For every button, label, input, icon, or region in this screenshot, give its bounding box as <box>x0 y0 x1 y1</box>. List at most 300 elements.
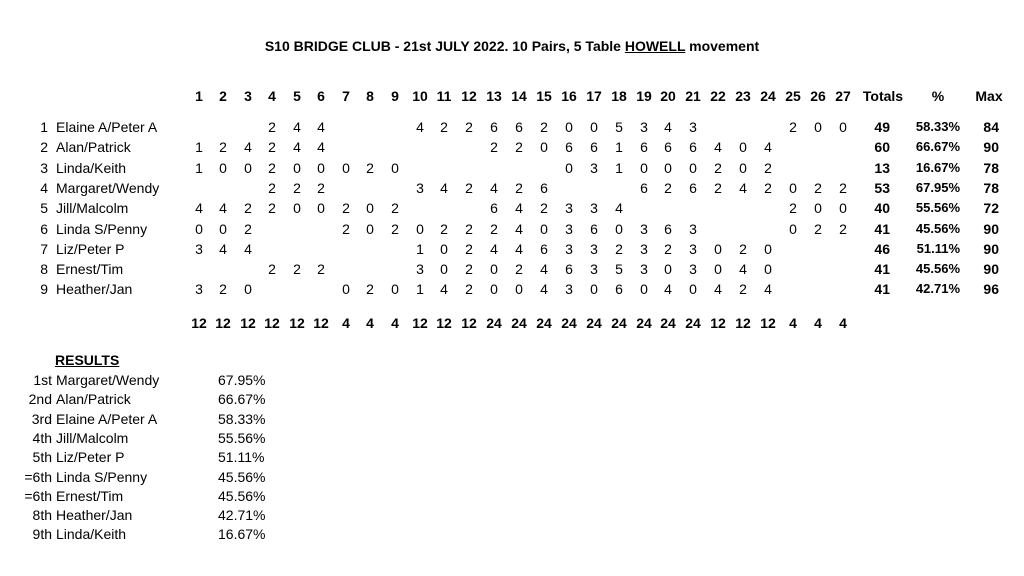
score-cell: 3 <box>590 261 598 277</box>
score-cell: 0 <box>440 241 448 257</box>
score-cell: 6 <box>540 241 548 257</box>
pair-number: 8 <box>40 261 48 277</box>
board-max-footer: 4 <box>391 315 399 331</box>
board-max-footer: 12 <box>215 315 231 331</box>
score-cell: 2 <box>465 119 473 135</box>
result-pair-name: Ernest/Tim <box>56 488 124 504</box>
board-header: 6 <box>317 88 325 104</box>
board-header: 27 <box>835 88 851 104</box>
result-pct: 51.11% <box>218 449 265 465</box>
score-cell: 2 <box>293 261 301 277</box>
pair-pct: 45.56% <box>915 261 960 276</box>
score-cell: 4 <box>244 139 252 155</box>
score-cell: 4 <box>515 241 523 257</box>
score-cell: 2 <box>465 281 473 297</box>
score-cell: 4 <box>293 139 301 155</box>
board-max-footer: 24 <box>561 315 577 331</box>
score-cell: 6 <box>490 200 498 216</box>
totals-header: Totals <box>862 88 904 104</box>
result-position: 3rd <box>31 411 52 427</box>
board-header: 22 <box>710 88 726 104</box>
score-cell: 6 <box>615 281 623 297</box>
result-position: 2nd <box>28 391 52 407</box>
score-cell: 2 <box>814 221 822 237</box>
score-cell: 5 <box>615 119 623 135</box>
score-cell: 4 <box>664 119 672 135</box>
pair-number: 5 <box>40 200 48 216</box>
score-cell: 2 <box>764 180 772 196</box>
board-header: 25 <box>785 88 801 104</box>
score-cell: 4 <box>739 180 747 196</box>
score-cell: 2 <box>268 119 276 135</box>
score-cell: 2 <box>391 200 399 216</box>
score-cell: 2 <box>465 241 473 257</box>
result-pair-name: Jill/Malcolm <box>56 430 129 446</box>
score-cell: 2 <box>268 261 276 277</box>
board-header: 19 <box>636 88 652 104</box>
score-cell: 5 <box>615 261 623 277</box>
board-max-footer: 12 <box>412 315 428 331</box>
board-header: 5 <box>293 88 301 104</box>
pair-name: Elaine A/Peter A <box>56 119 158 135</box>
board-max-footer: 12 <box>313 315 329 331</box>
score-cell: 4 <box>515 200 523 216</box>
score-cell: 4 <box>714 281 722 297</box>
pair-pct: 66.67% <box>915 139 960 154</box>
board-header: 23 <box>735 88 751 104</box>
score-cell: 3 <box>590 241 598 257</box>
score-cell: 6 <box>515 119 523 135</box>
score-cell: 0 <box>664 261 672 277</box>
score-cell: 0 <box>366 221 374 237</box>
pair-max: 96 <box>983 281 999 297</box>
pair-name: Linda S/Penny <box>56 221 148 237</box>
score-cell: 2 <box>540 119 548 135</box>
score-cell: 2 <box>789 200 797 216</box>
score-cell: 3 <box>195 281 203 297</box>
score-cell: 0 <box>814 200 822 216</box>
score-cell: 2 <box>219 139 227 155</box>
board-header: 11 <box>436 88 452 104</box>
score-cell: 2 <box>268 180 276 196</box>
score-cell: 6 <box>565 261 573 277</box>
pair-total: 41 <box>874 261 890 277</box>
score-cell: 0 <box>195 221 203 237</box>
pair-max: 72 <box>983 200 999 216</box>
score-cell: 1 <box>195 139 203 155</box>
score-cell: 2 <box>615 241 623 257</box>
result-pct: 66.67% <box>218 391 266 407</box>
score-cell: 0 <box>789 221 797 237</box>
score-cell: 3 <box>565 200 573 216</box>
score-cell: 0 <box>664 160 672 176</box>
board-max-footer: 4 <box>839 315 847 331</box>
score-cell: 0 <box>565 160 573 176</box>
board-max-footer: 24 <box>636 315 652 331</box>
score-cell: 4 <box>416 119 424 135</box>
score-cell: 3 <box>689 241 697 257</box>
score-cell: 0 <box>391 281 399 297</box>
pair-name: Heather/Jan <box>56 281 133 297</box>
board-max-footer: 12 <box>461 315 477 331</box>
score-cell: 0 <box>219 221 227 237</box>
score-cell: 0 <box>244 281 252 297</box>
score-cell: 0 <box>714 261 722 277</box>
score-cell: 1 <box>195 160 203 176</box>
pair-max: 90 <box>983 241 999 257</box>
score-cell: 1 <box>615 160 623 176</box>
max-header: Max <box>975 88 1003 104</box>
score-cell: 2 <box>317 180 325 196</box>
board-header: 4 <box>268 88 276 104</box>
score-cell: 0 <box>440 261 448 277</box>
score-cell: 6 <box>640 180 648 196</box>
score-cell: 0 <box>540 139 548 155</box>
board-max-footer: 4 <box>366 315 374 331</box>
page-title <box>0 38 1024 54</box>
score-cell: 2 <box>342 221 350 237</box>
score-cell: 3 <box>416 261 424 277</box>
result-pct: 55.56% <box>218 430 266 446</box>
score-cell: 6 <box>689 139 697 155</box>
score-cell: 0 <box>640 160 648 176</box>
score-cell: 3 <box>565 221 573 237</box>
score-cell: 4 <box>219 200 227 216</box>
board-max-footer: 24 <box>685 315 701 331</box>
pair-max: 90 <box>983 261 999 277</box>
score-cell: 1 <box>615 139 623 155</box>
score-cell: 2 <box>366 281 374 297</box>
score-cell: 3 <box>195 241 203 257</box>
title-underlined: HOWELL <box>624 38 686 54</box>
board-max-footer: 24 <box>511 315 527 331</box>
board-max-footer: 24 <box>611 315 627 331</box>
board-max-footer: 12 <box>191 315 207 331</box>
score-cell: 0 <box>244 160 252 176</box>
pair-name: Liz/Peter P <box>56 241 125 257</box>
score-cell: 2 <box>440 119 448 135</box>
result-pct: 42.71% <box>218 507 266 523</box>
score-cell: 2 <box>739 241 747 257</box>
score-cell: 0 <box>764 261 772 277</box>
score-cell: 2 <box>391 221 399 237</box>
score-cell: 4 <box>490 180 498 196</box>
board-header: 10 <box>412 88 428 104</box>
score-cell: 4 <box>440 180 448 196</box>
score-cell: 2 <box>440 221 448 237</box>
score-cell: 2 <box>268 200 276 216</box>
pair-total: 13 <box>874 160 890 176</box>
pair-pct: 58.33% <box>915 119 960 134</box>
score-cell: 4 <box>515 221 523 237</box>
pair-total: 40 <box>874 200 890 216</box>
board-header: 2 <box>219 88 227 104</box>
result-position: 9th <box>32 526 52 542</box>
score-cell: 0 <box>342 281 350 297</box>
pair-number: 3 <box>40 160 48 176</box>
score-cell: 4 <box>440 281 448 297</box>
board-header: 1 <box>195 88 203 104</box>
score-cell: 0 <box>490 281 498 297</box>
board-max-footer: 12 <box>264 315 280 331</box>
score-cell: 6 <box>540 180 548 196</box>
score-cell: 0 <box>293 160 301 176</box>
score-cell: 2 <box>789 119 797 135</box>
result-pair-name: Heather/Jan <box>56 507 133 523</box>
score-cell: 0 <box>317 160 325 176</box>
score-cell: 3 <box>689 221 697 237</box>
pair-name: Ernest/Tim <box>56 261 124 277</box>
score-cell: 2 <box>714 180 722 196</box>
pair-max: 78 <box>983 160 999 176</box>
score-cell: 0 <box>839 119 847 135</box>
board-header: 14 <box>511 88 527 104</box>
score-cell: 6 <box>664 221 672 237</box>
board-header: 21 <box>685 88 701 104</box>
pair-total: 41 <box>874 221 890 237</box>
pair-number: 1 <box>40 119 48 135</box>
score-cell: 2 <box>814 180 822 196</box>
result-pct: 45.56% <box>218 488 266 504</box>
board-header: 16 <box>561 88 577 104</box>
score-cell: 2 <box>664 180 672 196</box>
score-cell: 4 <box>714 139 722 155</box>
score-cell: 4 <box>540 261 548 277</box>
score-cell: 2 <box>515 139 523 155</box>
score-cell: 3 <box>590 160 598 176</box>
result-pct: 58.33% <box>218 411 266 427</box>
score-cell: 4 <box>317 139 325 155</box>
pair-name: Linda/Keith <box>56 160 127 176</box>
score-cell: 6 <box>664 139 672 155</box>
score-cell: 0 <box>714 241 722 257</box>
pair-max: 84 <box>983 119 999 135</box>
score-cell: 2 <box>515 261 523 277</box>
score-cell: 3 <box>565 281 573 297</box>
result-pair-name: Linda S/Penny <box>56 469 148 485</box>
score-cell: 4 <box>317 119 325 135</box>
result-pct: 67.95% <box>218 372 266 388</box>
pair-number: 4 <box>40 180 48 196</box>
score-cell: 0 <box>540 221 548 237</box>
score-cell: 0 <box>739 160 747 176</box>
score-cell: 6 <box>689 180 697 196</box>
score-cell: 3 <box>640 221 648 237</box>
score-cell: 0 <box>689 160 697 176</box>
score-cell: 2 <box>465 180 473 196</box>
pair-max: 78 <box>983 180 999 196</box>
result-position: 8th <box>32 507 52 523</box>
board-max-footer: 24 <box>586 315 602 331</box>
pair-pct: 51.11% <box>916 241 960 256</box>
score-cell: 0 <box>416 221 424 237</box>
pair-total: 60 <box>874 139 890 155</box>
score-cell: 0 <box>391 160 399 176</box>
score-cell: 2 <box>764 160 772 176</box>
result-pair-name: Liz/Peter P <box>56 449 125 465</box>
pair-pct: 42.71% <box>915 281 960 296</box>
score-cell: 2 <box>515 180 523 196</box>
board-header: 15 <box>536 88 552 104</box>
score-cell: 3 <box>689 261 697 277</box>
result-pct: 45.56% <box>218 469 266 485</box>
board-header: 20 <box>660 88 676 104</box>
board-max-footer: 24 <box>536 315 552 331</box>
result-pair-name: Elaine A/Peter A <box>56 411 158 427</box>
pair-max: 90 <box>983 139 999 155</box>
score-cell: 4 <box>490 241 498 257</box>
board-max-footer: 24 <box>660 315 676 331</box>
score-cell: 1 <box>416 241 424 257</box>
score-cell: 0 <box>739 139 747 155</box>
score-cell: 0 <box>839 200 847 216</box>
board-header: 17 <box>586 88 602 104</box>
score-cell: 0 <box>490 261 498 277</box>
result-pair-name: Margaret/Wendy <box>56 372 160 388</box>
result-pair-name: Alan/Patrick <box>56 391 131 407</box>
board-max-footer: 12 <box>289 315 305 331</box>
pair-total: 41 <box>874 281 890 297</box>
board-max-footer: 12 <box>760 315 776 331</box>
score-cell: 0 <box>814 119 822 135</box>
board-header: 8 <box>366 88 374 104</box>
score-cell: 0 <box>342 160 350 176</box>
board-max-footer: 4 <box>342 315 350 331</box>
pair-name: Margaret/Wendy <box>56 180 160 196</box>
score-cell: 0 <box>689 281 697 297</box>
score-cell: 2 <box>366 160 374 176</box>
pct-header: % <box>931 88 945 104</box>
pair-total: 49 <box>874 119 890 135</box>
score-cell: 0 <box>789 180 797 196</box>
score-cell: 4 <box>195 200 203 216</box>
board-max-footer: 24 <box>486 315 502 331</box>
score-cell: 4 <box>764 139 772 155</box>
score-cell: 2 <box>342 200 350 216</box>
score-cell: 2 <box>739 281 747 297</box>
pair-number: 6 <box>40 221 48 237</box>
score-cell: 0 <box>515 281 523 297</box>
score-cell: 4 <box>739 261 747 277</box>
score-cell: 6 <box>640 139 648 155</box>
score-cell: 2 <box>219 281 227 297</box>
board-header: 9 <box>391 88 399 104</box>
title-suffix: movement <box>685 38 760 54</box>
score-cell: 6 <box>590 221 598 237</box>
score-cell: 0 <box>366 200 374 216</box>
score-cell: 2 <box>839 180 847 196</box>
pair-name: Alan/Patrick <box>56 139 131 155</box>
score-cell: 2 <box>268 139 276 155</box>
score-cell: 0 <box>640 281 648 297</box>
score-cell: 0 <box>590 281 598 297</box>
result-position: =6th <box>24 469 52 485</box>
score-cell: 2 <box>244 221 252 237</box>
board-header: 18 <box>611 88 627 104</box>
board-max-footer: 12 <box>710 315 726 331</box>
score-cell: 4 <box>219 241 227 257</box>
board-max-footer: 4 <box>814 315 822 331</box>
score-cell: 0 <box>317 200 325 216</box>
score-cell: 3 <box>640 261 648 277</box>
title-prefix: S10 BRIDGE CLUB - 21st JULY 2022. 10 Pairs, 5 Table <box>264 38 625 54</box>
pair-number: 7 <box>40 241 48 257</box>
score-cell: 1 <box>416 281 424 297</box>
result-pair-name: Linda/Keith <box>56 526 127 542</box>
score-cell: 4 <box>293 119 301 135</box>
score-cell: 2 <box>714 160 722 176</box>
score-cell: 2 <box>664 241 672 257</box>
score-cell: 3 <box>640 241 648 257</box>
board-header: 26 <box>810 88 826 104</box>
board-header: 13 <box>486 88 502 104</box>
score-cell: 0 <box>293 200 301 216</box>
score-cell: 2 <box>244 200 252 216</box>
score-cell: 4 <box>764 281 772 297</box>
score-cell: 6 <box>590 139 598 155</box>
score-cell: 0 <box>764 241 772 257</box>
board-header: 12 <box>461 88 477 104</box>
results-title: RESULTS <box>55 352 120 368</box>
score-cell: 3 <box>565 241 573 257</box>
board-header: 7 <box>342 88 350 104</box>
score-cell: 2 <box>540 200 548 216</box>
score-cell: 0 <box>219 160 227 176</box>
score-cell: 2 <box>490 139 498 155</box>
score-cell: 4 <box>540 281 548 297</box>
score-cell: 2 <box>465 261 473 277</box>
pair-pct: 16.67% <box>915 160 960 175</box>
pair-total: 53 <box>874 180 890 196</box>
result-position: =6th <box>24 488 52 504</box>
board-max-footer: 12 <box>436 315 452 331</box>
score-cell: 6 <box>565 139 573 155</box>
board-header: 3 <box>244 88 252 104</box>
pair-name: Jill/Malcolm <box>56 200 129 216</box>
pair-number: 9 <box>40 281 48 297</box>
score-cell: 4 <box>615 200 623 216</box>
score-cell: 3 <box>590 200 598 216</box>
score-cell: 2 <box>268 160 276 176</box>
score-cell: 3 <box>689 119 697 135</box>
score-cell: 3 <box>416 180 424 196</box>
score-cell: 2 <box>465 221 473 237</box>
pair-number: 2 <box>40 139 48 155</box>
result-pct: 16.67% <box>218 526 266 542</box>
score-cell: 4 <box>664 281 672 297</box>
score-cell: 4 <box>244 241 252 257</box>
board-header: 24 <box>760 88 776 104</box>
score-cell: 6 <box>490 119 498 135</box>
board-max-footer: 4 <box>789 315 797 331</box>
score-cell: 2 <box>317 261 325 277</box>
pair-pct: 45.56% <box>915 221 960 236</box>
score-cell: 2 <box>490 221 498 237</box>
result-position: 1st <box>33 372 52 388</box>
pair-pct: 55.56% <box>915 200 960 215</box>
score-cell: 3 <box>640 119 648 135</box>
score-cell: 2 <box>293 180 301 196</box>
result-position: 5th <box>32 449 52 465</box>
pair-total: 46 <box>874 241 890 257</box>
board-max-footer: 12 <box>735 315 751 331</box>
pair-pct: 67.95% <box>915 180 960 195</box>
board-max-footer: 12 <box>240 315 256 331</box>
score-cell: 0 <box>565 119 573 135</box>
score-cell: 0 <box>590 119 598 135</box>
result-position: 4th <box>32 430 52 446</box>
score-cell: 0 <box>615 221 623 237</box>
